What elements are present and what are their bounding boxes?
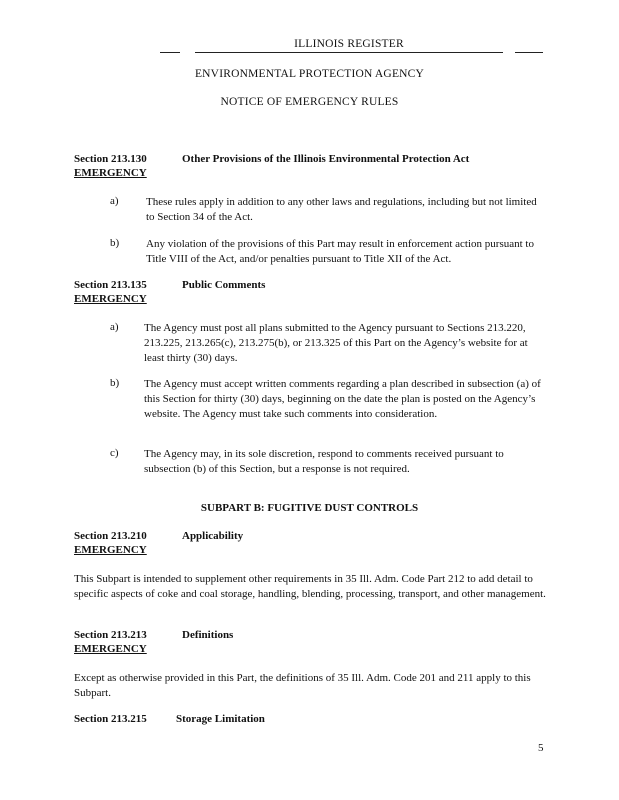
notice-title: NOTICE OF EMERGENCY RULES (220, 96, 399, 108)
section-title: Other Provisions of the Illinois Environmental Protection Act (182, 153, 470, 165)
section-number: Section 213.213 (74, 629, 147, 641)
header-rule-left-a (160, 52, 180, 53)
item-mark: a) (110, 321, 119, 333)
section-text: This Subpart is intended to supplement other requirements in 35 Ill. Adm. Code Part 212 to add detail to specific aspects of coke and coal storage, handling, blending, processing, transport, and other management. (74, 573, 546, 600)
section-title: Applicability (182, 530, 244, 542)
page-number: 5 (538, 742, 544, 754)
section-title: Storage Limitation (176, 713, 265, 725)
item-mark: a) (110, 195, 119, 207)
item-mark: c) (110, 447, 119, 459)
item-mark: b) (110, 377, 120, 389)
section-number: Section 213.215 (74, 713, 147, 725)
emergency-label: EMERGENCY (74, 544, 147, 556)
item-text: These rules apply in addition to any other laws and regulations, including but not limited to Section 34 of the Act. (146, 196, 537, 223)
section-number: Section 213.135 (74, 279, 147, 291)
emergency-label: EMERGENCY (74, 293, 147, 305)
header-rule (195, 52, 503, 53)
header-rule-right (515, 52, 543, 53)
register-title: ILLINOIS REGISTER (294, 38, 404, 50)
emergency-label: EMERGENCY (74, 643, 147, 655)
agency-name: ENVIRONMENTAL PROTECTION AGENCY (194, 68, 425, 80)
item-text: The Agency must post all plans submitted to the Agency pursuant to Sections 213.220, 213.225, 213.265(c), 213.275(b), or 213.325 of this Part on the Agency’s website for at least thirty (30) days. (144, 322, 528, 364)
section-text: Except as otherwise provided in this Part, the definitions of 35 Ill. Adm. Code 201 and 211 apply to this Subpart. (74, 672, 531, 699)
section-number: Section 213.210 (74, 530, 147, 542)
item-text: The Agency must accept written comments regarding a plan described in subsection (a) of this Section for thirty (30) days, beginning on the date the plan is posted on the Agency’s website. The Agency must take such comments into consideration. (144, 378, 541, 420)
item-mark: b) (110, 237, 120, 249)
section-number: Section 213.130 (74, 153, 147, 165)
item-text: The Agency may, in its sole discretion, respond to comments received pursuant to subsection (b) of this Section, but a response is not required. (144, 448, 504, 475)
item-text: Any violation of the provisions of this Part may result in enforcement action pursuant to Title VIII of the Act, and/or penalties pursuant to Title XII of the Act. (146, 238, 534, 265)
section-title: Public Comments (182, 279, 266, 291)
section-title: Definitions (182, 629, 234, 641)
emergency-label: EMERGENCY (74, 167, 147, 179)
subpart-heading: SUBPART B: FUGITIVE DUST CONTROLS (200, 502, 419, 514)
